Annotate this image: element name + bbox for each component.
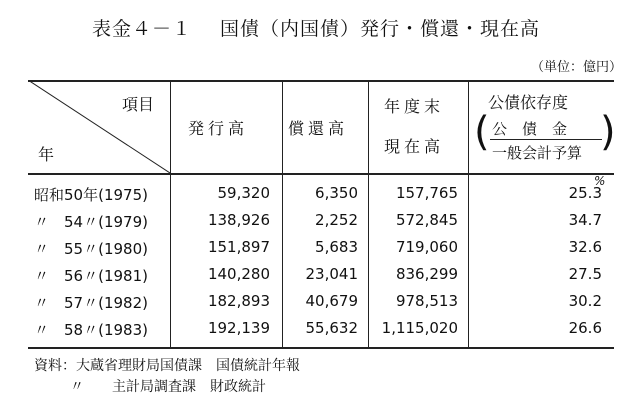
row-redeem: 2,252 — [315, 211, 358, 229]
row-ratio: 34.7 — [568, 211, 602, 229]
row-issue: 151,897 — [207, 238, 270, 256]
table-title — [92, 14, 540, 41]
header-dependency-line3: 一般会計予算 — [492, 144, 583, 162]
table-bottom-rule — [28, 347, 614, 349]
row-redeem: 6,350 — [315, 184, 358, 202]
table-title-text: 国債（内国債）発行・償還・現在高 — [220, 18, 541, 40]
row-ratio: 30.2 — [568, 292, 602, 310]
unit-label: （単位：億円） — [530, 60, 622, 75]
row-outstanding: 836,299 — [395, 265, 458, 283]
row-redeem: 40,679 — [305, 292, 358, 310]
row-year: 〃 57〃(1982) — [34, 294, 148, 312]
header-dependency-line2: 公 債 金 — [492, 120, 568, 138]
row-year: 〃 55〃(1980) — [34, 240, 148, 258]
row-redeem: 5,683 — [315, 238, 358, 256]
header-outstanding-line2: 現在高 — [384, 137, 445, 156]
row-year: 〃 54〃(1979) — [34, 213, 148, 231]
header-issue: 発行高 — [188, 119, 249, 138]
source-note-line2: 〃 主計局調査課 財政統計 — [70, 379, 266, 395]
row-redeem: 55,632 — [305, 319, 358, 337]
row-year: 〃 58〃(1983) — [34, 321, 148, 339]
header-item: 項目 — [122, 95, 155, 114]
row-ratio: 26.6 — [568, 319, 602, 337]
row-issue: 182,893 — [207, 292, 270, 310]
row-issue: 140,280 — [207, 265, 270, 283]
row-ratio: 27.5 — [568, 265, 602, 283]
left-paren-glyph: ( — [474, 109, 490, 155]
header-bottom-rule — [28, 173, 614, 175]
row-year: 〃 56〃(1981) — [34, 267, 148, 285]
row-issue: 138,926 — [207, 211, 270, 229]
row-issue: 192,139 — [207, 319, 270, 337]
header-redeem: 償還高 — [288, 119, 349, 138]
data-table — [28, 80, 614, 348]
row-redeem: 23,041 — [305, 265, 358, 283]
row-outstanding: 572,845 — [395, 211, 458, 229]
percent-unit: % — [594, 174, 606, 188]
row-outstanding: 978,513 — [395, 292, 458, 310]
header-year: 年 — [38, 145, 55, 164]
right-paren-glyph: ) — [600, 109, 616, 155]
row-year: 昭和50年(1975) — [34, 186, 148, 204]
source-note-line1: 資料：大蔵省理財局国債課 国債統計年報 — [34, 358, 300, 374]
row-outstanding: 1,115,020 — [381, 319, 458, 337]
header-dependency-line1: 公債依存度 — [488, 93, 569, 112]
row-outstanding: 157,765 — [395, 184, 458, 202]
row-ratio: 32.6 — [568, 238, 602, 256]
table-number: 表金４－１ — [92, 18, 193, 40]
row-outstanding: 719,060 — [395, 238, 458, 256]
fraction-bar — [490, 139, 602, 140]
header-outstanding-line1: 年度末 — [384, 97, 445, 116]
row-ratio: 25.3 — [568, 184, 602, 202]
row-issue: 59,320 — [217, 184, 270, 202]
